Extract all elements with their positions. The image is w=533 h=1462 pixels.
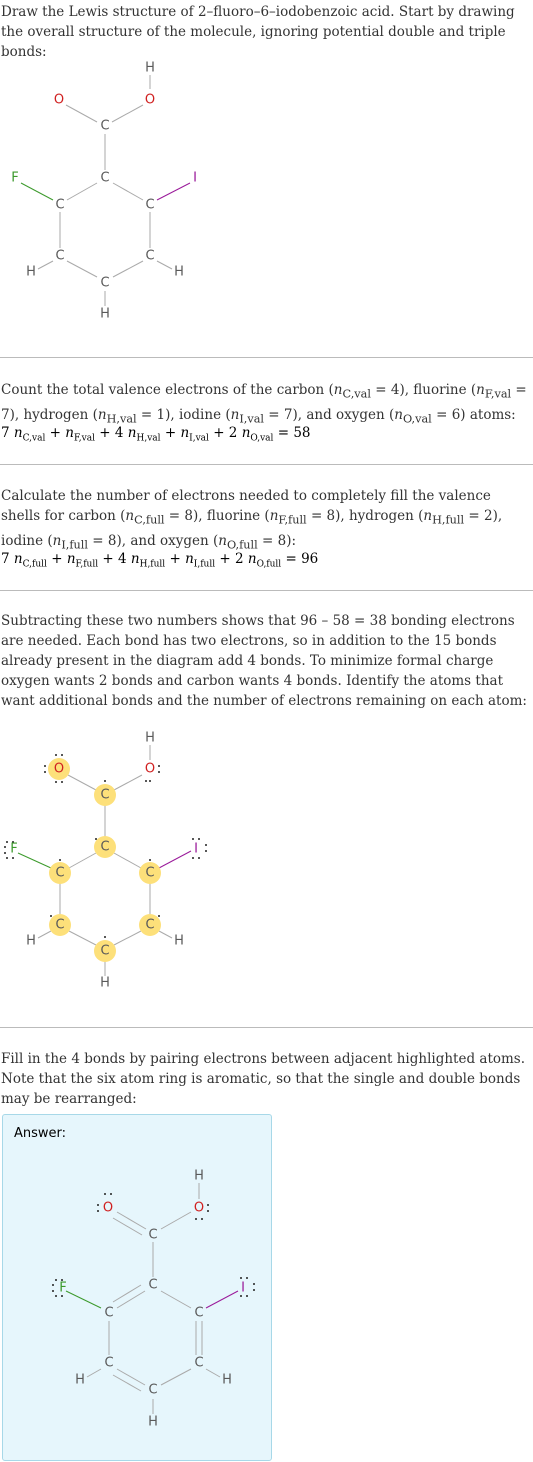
atom-c: C xyxy=(104,1305,114,1321)
atom-o: O xyxy=(53,761,65,777)
atom-c: C xyxy=(145,248,155,264)
step2-equation: 7 $n_{C,full} + n_{F,full} + 4$ $n_{H,full} + n_{I,full} + 2$ $n_{O,full} = 96$ xyxy=(1,551,319,570)
step4-text: Fill in the 4 bonds by pairing electrons between adjacent highlighted atoms. Note that the six atom ring is aromatic, so that the single and double bonds may be rearranged: xyxy=(1,1051,526,1107)
atom-c: C xyxy=(145,197,155,213)
answer-box xyxy=(2,1114,272,1461)
atom-c: C xyxy=(55,865,65,881)
divider xyxy=(0,357,533,358)
atom-h: H xyxy=(174,264,184,280)
atom-h: H xyxy=(174,933,184,949)
atom-f: F xyxy=(10,841,18,857)
atom-c: C xyxy=(145,917,155,933)
divider xyxy=(0,590,533,591)
atom-c: C xyxy=(148,1277,158,1293)
atom-h: H xyxy=(145,730,155,746)
step1-text: Count the total valence electrons of the carbon $(n_{C,val} = 4)$, fluorine $(n_{F,val} = 7)$, hydrogen $(n_{H,val} = 1)$, iodine $(n_{I,val} = 7)$, and oxygen $(n_{O,val} = 6)$ atoms: xyxy=(1,382,527,426)
atom-h: H xyxy=(100,975,110,991)
answer-structure xyxy=(41,1167,266,1437)
atom-c: C xyxy=(148,1382,158,1398)
atom-h: H xyxy=(26,264,36,280)
atom-c: C xyxy=(194,1305,204,1321)
atom-i: I xyxy=(193,170,197,186)
atom-c: C xyxy=(100,275,110,291)
step2-text: Calculate the number of electrons needed to completely fill the valence shells for carbon $(n_{C,full} = 8)$, fluorine $(n_{F,full} = 8)$, hydrogen $(n_{H,full} = 2)$, iodine $(n_{I,full} = 8)$, and oxygen $(n_{O,full} = 8)$: xyxy=(1,488,503,552)
structure-diagram-1 xyxy=(0,55,210,330)
atom-f: F xyxy=(59,1280,67,1296)
atom-c: C xyxy=(100,787,110,803)
answer-label: Answer: xyxy=(14,1126,67,1141)
divider xyxy=(0,1027,533,1028)
atom-h: H xyxy=(26,933,36,949)
atom-c: C xyxy=(148,1227,158,1243)
atom-h: H xyxy=(145,60,155,76)
structure-diagram-2 xyxy=(0,729,215,999)
atom-c: C xyxy=(100,839,110,855)
atom-o: O xyxy=(193,1200,205,1216)
atom-f: F xyxy=(11,170,19,186)
intro-text: Draw the Lewis structure of 2–fluoro–6–iodobenzoic acid. Start by drawing the overall structure of the molecule, ignoring potential double and triple bonds: xyxy=(1,4,515,60)
atom-h: H xyxy=(148,1414,158,1430)
atom-o: O xyxy=(102,1200,114,1216)
atom-h: H xyxy=(194,1168,204,1184)
atom-o: O xyxy=(144,92,156,108)
atom-c: C xyxy=(100,118,110,134)
atom-c: C xyxy=(104,1355,114,1371)
atom-c: C xyxy=(100,943,110,959)
divider xyxy=(0,464,533,465)
atom-o: O xyxy=(144,761,156,777)
atom-h: H xyxy=(222,1372,232,1388)
atom-i: I xyxy=(241,1280,245,1296)
step1-equation: 7 $n_{C,val} + n_{F,val} + 4$ $n_{H,val} + n_{I,val} + 2$ $n_{O,val} = 58$ xyxy=(1,425,311,444)
atom-i: I xyxy=(194,841,198,857)
atom-c: C xyxy=(194,1355,204,1371)
atom-c: C xyxy=(55,197,65,213)
atom-h: H xyxy=(75,1372,85,1388)
atom-c: C xyxy=(145,865,155,881)
atom-h: H xyxy=(100,306,110,322)
atom-c: C xyxy=(55,248,65,264)
atom-c: C xyxy=(100,170,110,186)
atom-c: C xyxy=(55,917,65,933)
step3-text: Subtracting these two numbers shows that 96 – 58 = 38 bonding electrons are needed. Each bond has two electrons, so in addition to the 15 bonds already present in the diagram add 4 bonds. To minimize formal charge oxygen wants 2 bonds and carbon wants 4 bonds. Identify the atoms that want additional bonds and the number of electrons remaining on each atom: xyxy=(1,613,527,709)
atom-o: O xyxy=(53,92,65,108)
